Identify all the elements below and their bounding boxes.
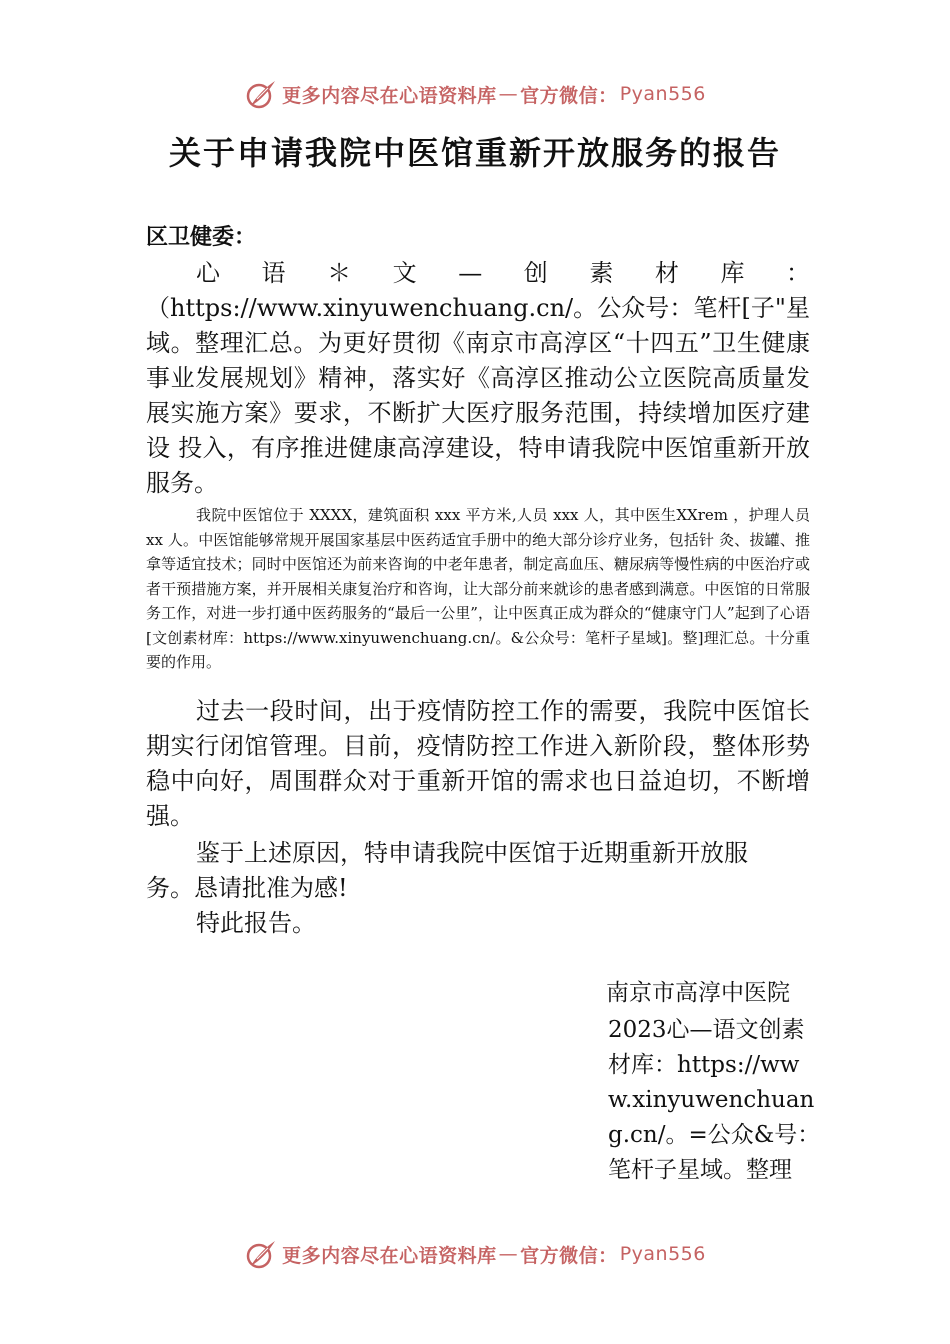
- watermark-wechat-id: Pyan556: [619, 1243, 706, 1265]
- watermark-separator: —: [498, 83, 519, 105]
- watermark-header: [0, 74, 950, 114]
- paragraph-intro: 心语＊文—创素材库：（https://www.xinyuwenchuang.cn/。公众号：笔杆[子"星域。整理汇总。为更好贯彻《南京市高淳区“十四五”卫生健康事业发展规划》精神，落实好《高淳区推动公立医院高质量发展实施方案》要求，不断扩大医疗服务范围，持续增加医疗建设 投入，有序推进健康高淳建设，特申请我院中医馆重新开放服务。: [146, 259, 810, 497]
- salutation: 区卫健委：: [146, 225, 257, 250]
- watermark-footer: [0, 1234, 950, 1274]
- quill-circle-icon: [244, 1237, 278, 1271]
- paragraph-background: 过去一段时间，出于疫情防控工作的需要，我院中医馆长期实行闭馆管理。目前，疫情防控工作进入新阶段，整体形势稳中向好，周围群众对于重新开馆的需求也日益迫切，不断增强。: [146, 697, 810, 830]
- paragraph-facility: 我院中医馆位于 XXXX，建筑面积 xxx 平方米,人员 xxx 人，其中医生XXrem ，护理人员xx 人。中医馆能够常规开展国家基层中医药适宜手册中的绝大部分诊疗业务，包括针 灸、拔罐、推拿等适宜技术；同时中医馆还为前来咨询的中老年患者，制定高血压、糖尿病等慢性病的中医治疗或者干预措施方案，并开展相关康复治疗和咨询，让大部分前来就诊的患者感到满意。中医馆的日常服务工作，对进一步打通中医药服务的“最后一公里”，让中医真正成为群众的“健康守门人”起到了心语[文创素材库：https://www.xinyuwenchuang.cn/。&公众号：笔杆子星域]。整]理汇总。十分重要的作用。: [146, 506, 810, 671]
- paragraph-request: 鉴于上述原因，特申请我院中医馆于近期重新开放服务。恳请批准为感!: [146, 839, 748, 902]
- signature-note: 2023心—语文创素材库：https://www.xinyuwenchuang.cn/。=公众&号：笔杆子星域。整理: [608, 1017, 821, 1183]
- document-title: 关于申请我院中医馆重新开放服务的报告: [168, 134, 781, 172]
- watermark-separator: —: [498, 1243, 519, 1265]
- paragraph-closing: 特此报告。: [196, 909, 316, 937]
- watermark-brand-text: 更多内容尽在心语资料库: [282, 84, 497, 107]
- watermark-label: 官方微信：: [520, 84, 618, 107]
- watermark-brand-text: 更多内容尽在心语资料库: [282, 1244, 497, 1267]
- signer-name: 南京市高淳中医院: [606, 980, 790, 1006]
- watermark-label: 官方微信：: [520, 1244, 618, 1267]
- watermark-wechat-id: Pyan556: [619, 83, 706, 105]
- quill-circle-icon: [244, 77, 278, 111]
